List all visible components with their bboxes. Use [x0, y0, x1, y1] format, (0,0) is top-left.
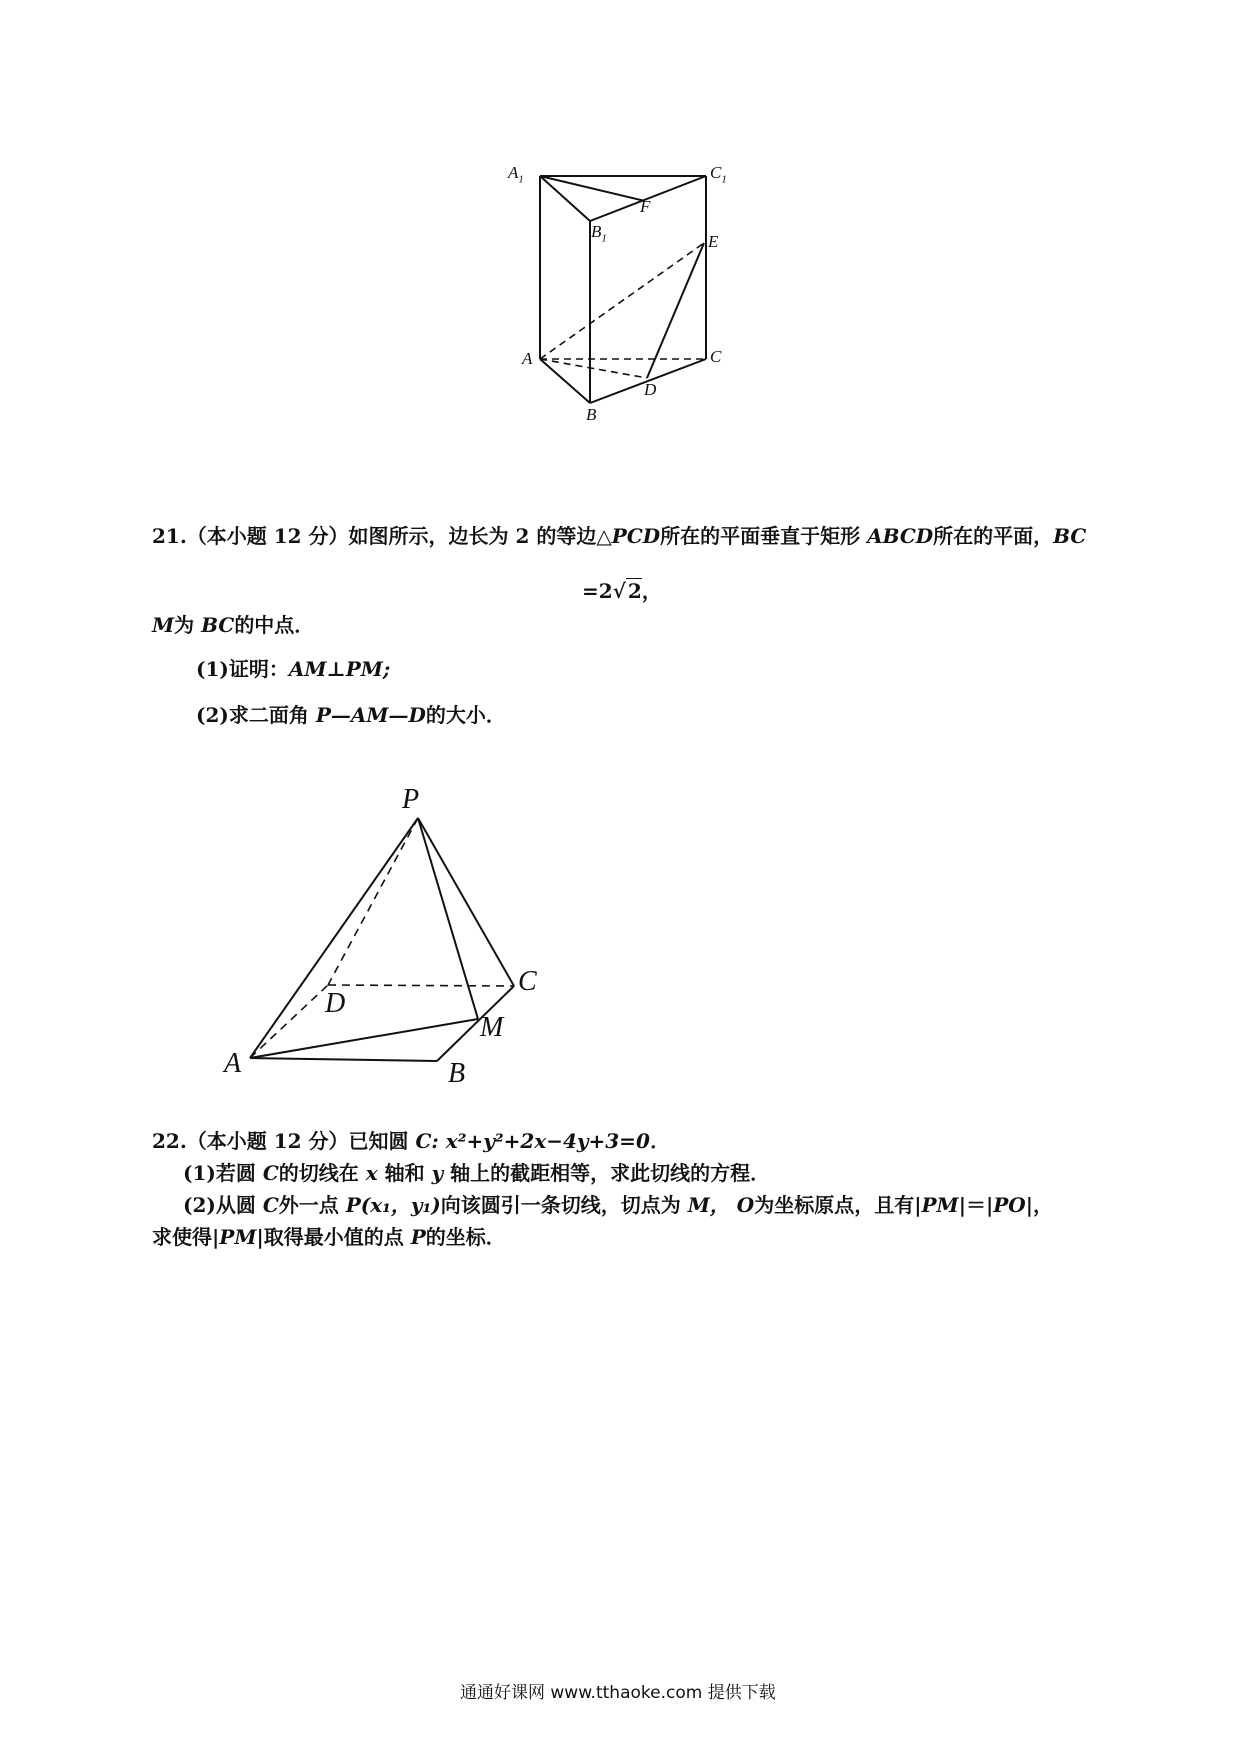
label-c: C — [710, 347, 722, 366]
footer-credit: 通通好课网 www.tthaoke.com 提供下载 — [460, 1683, 776, 1703]
label-p: P — [402, 784, 420, 815]
label-b: B — [586, 405, 597, 424]
label-b-pyr: B — [448, 1058, 466, 1089]
label-a1: $A_1$ — [508, 163, 524, 186]
q21-part2: (2)求二面角 P—AM—D的大小． — [196, 703, 506, 727]
edge-pa — [250, 818, 418, 1058]
label-c-pyr: C — [518, 966, 537, 997]
label-b1: $B_1$ — [591, 222, 607, 245]
edge-am — [250, 1019, 478, 1058]
q21-line3: M为 BC的中点． — [152, 613, 315, 637]
label-d-pyr: D — [325, 988, 346, 1019]
q22-part2: (2)从圆 C外一点 P(x₁，y₁)向该圆引一条切线，切点为 M， O为坐标原点，且有|PM|＝|PO|， — [183, 1193, 1054, 1217]
q22-line3: 求使得|PM|取得最小值的点 P的坐标． — [152, 1225, 506, 1249]
q21-line2: =2√ 2， — [582, 579, 662, 603]
label-m-pyr: M — [480, 1012, 504, 1043]
label-c1: $C_1$ — [710, 163, 727, 186]
edge-pm — [418, 818, 478, 1019]
edge-ab — [250, 1058, 437, 1061]
label-d: D — [644, 380, 657, 399]
q21-line1: 21.（本小题 12 分）如图所示，边长为 2 的等边△PCD所在的平面垂直于矩形 ABCD所在的平面，BC — [152, 524, 1087, 548]
label-a-pyr: A — [224, 1048, 242, 1079]
edge-pc — [418, 818, 514, 986]
label-a: A — [522, 349, 533, 368]
label-f: F — [640, 197, 651, 216]
label-e: E — [708, 232, 719, 251]
edge-pd-dashed — [328, 818, 418, 985]
q22-line1: 22.（本小题 12 分）已知圆 C: x²+y²+2x−4y+3=0． — [152, 1129, 670, 1153]
q22-part1: (1)若圆 C的切线在 x 轴和 y 轴上的截距相等，求此切线的方程． — [183, 1161, 771, 1185]
q21-part1: (1)证明：AM⊥PM; — [196, 657, 391, 681]
edge-dc-dashed — [328, 985, 514, 986]
